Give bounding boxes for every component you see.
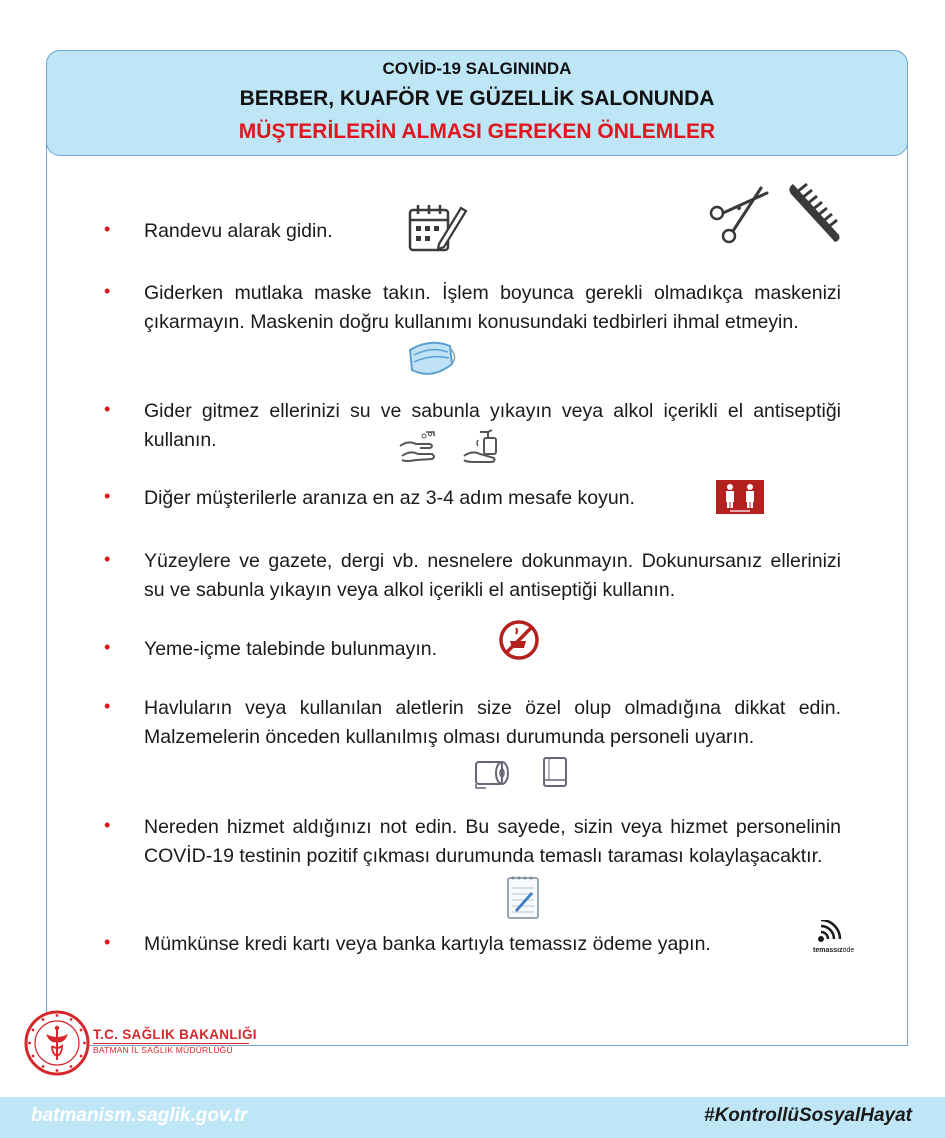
list-item-7: Havluların veya kullanılan aletlerin size özel olup olmadığına dikkat edin. Malzemelerin önceden kullanılmış olması durumunda personeli uyarın.: [144, 697, 841, 748]
title-line-3: MÜŞTERİLERİN ALMASI GEREKEN ÖNLEMLER: [238, 120, 716, 143]
notepad-icon: [505, 874, 541, 920]
bullet: •: [104, 486, 111, 506]
contactless-label-b: öde: [842, 947, 855, 954]
list-item-2: Giderken mutlaka maske takın. İşlem boyunca gerekli olmadıkça maskenizi çıkarmayın. Maskenin doğru kullanımı konusundaki tedbirleri ihmal etmeyin.: [144, 282, 841, 333]
list-item-8: Nereden hizmet aldığınızı not edin. Bu sayede, sizin veya hizmet personelinin COVİD-19 testinin pozitif çıkması durumunda temaslı taraması kolaylaşacaktır.: [144, 816, 841, 867]
logo-divider: [93, 1043, 249, 1044]
bullet: •: [104, 637, 111, 657]
footer-bar: [0, 1097, 945, 1138]
calendar-edit-icon: [405, 200, 469, 256]
bullet: •: [104, 815, 111, 835]
face-mask-icon: [404, 336, 456, 380]
website-link[interactable]: batmanism.saglik.gov.tr: [31, 1105, 248, 1126]
no-eating-icon: [498, 619, 540, 661]
ministry-logo-icon: [24, 1010, 90, 1076]
list-item-5: Yüzeylere ve gazete, dergi vb. nesnelere dokunmayın. Dokunursanız ellerinizi su ve sabunla yıkayın veya alkol içerikli el antiseptiği kullanın.: [144, 550, 841, 601]
hand-sanitizer-icon: [460, 426, 502, 466]
list-item-3: Gider gitmez ellerinizi su ve sabunla yıkayın veya alkol içerikli el antiseptiği kullanın.: [144, 400, 841, 451]
contactless-payment-icon: [812, 920, 846, 946]
contactless-label: [813, 947, 854, 954]
bullet: •: [104, 696, 111, 716]
bullet: •: [104, 549, 111, 569]
comb-icon: [783, 180, 843, 246]
ministry-name: T.C. SAĞLIK BAKANLIĞI: [93, 1027, 257, 1042]
title-line-1: COVİD-19 SALGININDA: [382, 59, 572, 78]
scissors-icon: [705, 183, 769, 247]
list-item-6: Yeme-içme talebinde bulunmayın.: [144, 638, 438, 660]
title-line-2: BERBER, KUAFÖR VE GÜZELLİK SALONUNDA: [239, 87, 715, 110]
hashtag: #KontrollüSosyalHayat: [704, 1105, 912, 1126]
bullet: •: [104, 932, 111, 952]
contactless-label-a: temassız: [813, 947, 843, 954]
bullet: •: [104, 219, 111, 239]
bullet: •: [104, 399, 111, 419]
list-item-4: Diğer müşterilerle aranıza en az 3-4 adım mesafe koyun.: [144, 487, 635, 509]
title-banner: [46, 50, 908, 156]
directorate-name: BATMAN İL SAĞLIK MÜDÜRLÜĞÜ: [93, 1045, 233, 1055]
towel-icon: [538, 754, 572, 792]
list-item-9: Mümkünse kredi kartı veya banka kartıyla temassız ödeme yapın.: [144, 933, 711, 955]
list-item-1: Randevu alarak gidin.: [144, 220, 333, 242]
paper-towel-icon: [472, 756, 512, 790]
bullet: •: [104, 281, 111, 301]
hand-washing-icon: [396, 430, 438, 466]
social-distance-icon: [716, 480, 764, 514]
